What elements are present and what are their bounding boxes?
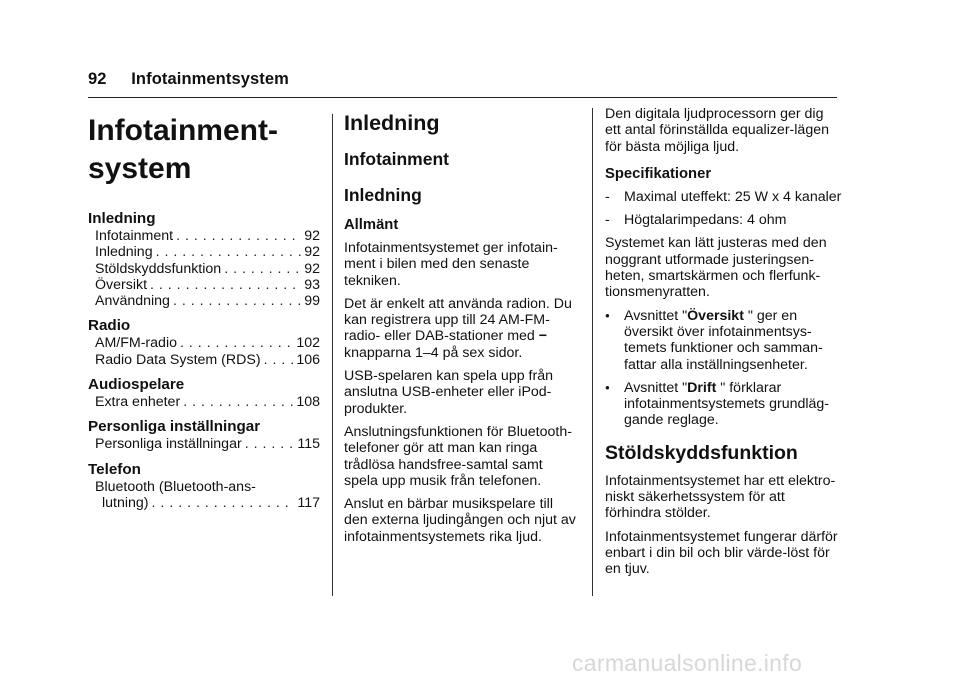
bullet-text-post: " förklarar infotainmentsystemets grundläg-gande reglage. (624, 379, 830, 429)
toc-leader-dots (180, 335, 293, 351)
paragraph: Infotainmentsystemet ger infotain-ment i bilen med den senaste tekniken. (344, 240, 558, 289)
toc-leader-dots (150, 277, 301, 293)
spec-text: Maximal uteffekt: 25 W x 4 kanaler (624, 188, 842, 205)
paragraph: Anslut en bärbar musikspelare till den externa ljudingången och njut av infotainmentsystemets rika ljud. (344, 496, 576, 545)
bullet-text (624, 308, 843, 373)
spec-list-item (605, 212, 843, 228)
toc-entry[interactable] (88, 394, 320, 410)
subsection-heading: Stöldskyddsfunktion (605, 441, 798, 464)
paragraph: Infotainmentsystemet har ett elektro-niskt säkerhetssystem för att förhindra stölder. (605, 472, 836, 522)
bullet-list-item (605, 308, 843, 373)
toc-heading: Personliga inställningar (88, 418, 261, 436)
toc-entry-page: 102 (296, 335, 320, 352)
bullet-list-item (605, 380, 843, 429)
toc-leader-dots (173, 293, 301, 309)
toc-leader-dots (264, 352, 294, 368)
toc-entry-label: Inledning (95, 244, 153, 261)
toc-leader-dots (245, 436, 295, 452)
toc-section-audiospelare (88, 376, 320, 410)
toc-heading: Audiospelare (88, 376, 185, 394)
toc-entry-label: Översikt (95, 276, 148, 293)
toc-entry-page: 115 (297, 436, 320, 453)
toc-leader-dots (176, 228, 301, 244)
toc-entry[interactable] (88, 244, 320, 260)
toc-leader-dots (183, 394, 293, 410)
paragraph: Infotainmentsystemet fungerar därför enbart i din bil och blir värde-löst för en tjuv. (605, 528, 838, 578)
toc-section-personliga (88, 418, 320, 452)
running-title: Infotainmentsystem (131, 70, 289, 88)
toc-entry[interactable] (88, 436, 320, 452)
dash-marker: - (605, 188, 610, 205)
toc-section-radio (88, 317, 320, 368)
spec-text: Högtalarimpedans: 4 ohm (624, 212, 787, 229)
toc-leader-dots (152, 495, 295, 511)
toc-entry[interactable] (88, 277, 320, 293)
paragraph: Anslutningsfunktionen för Bluetooth-telefoner gör att man kan ringa trådlösa handsfree-samtal samt spela upp musik från telefonen. (344, 423, 572, 489)
chapter-title (88, 112, 320, 188)
paragraph-heading: Specifikationer (605, 165, 712, 182)
bullet-text (624, 380, 843, 429)
toc-section-telefon (88, 461, 320, 512)
subsection-heading: Inledning (344, 185, 422, 205)
content-column-right (605, 106, 843, 585)
toc-leader-dots (156, 244, 302, 260)
header-rule (88, 97, 837, 98)
toc-entry-label: Extra enheter (95, 394, 181, 411)
toc-entry[interactable] (88, 352, 320, 368)
toc-entry[interactable] (88, 228, 320, 244)
toc-entry-label: Radio Data System (RDS) (95, 351, 261, 368)
paragraph-heading: Allmänt (344, 217, 399, 233)
subsection-heading: Infotainment (344, 149, 449, 169)
paragraph: Den digitala ljudprocessorn ger dig ett antal förinställda equalizer-lägen för bästa möjliga ljud. (605, 106, 829, 155)
paragraph: Systemet kan lätt justeras med den noggrant utformade justeringsen-heten, smartskärmen och flerfunk-tionsmenyratten. (605, 235, 827, 301)
cross-reference[interactable]: Översikt (687, 307, 744, 324)
dash-marker: - (605, 212, 610, 229)
content-column-middle (344, 108, 578, 552)
toc-entry-label: Infotainment (95, 228, 174, 244)
toc-heading: Inledning (88, 210, 156, 227)
toc-entry[interactable] (88, 495, 320, 511)
bullet-marker: ● (605, 382, 610, 392)
toc-entry-label: Personliga inställningar (95, 436, 242, 453)
column-divider-right (592, 108, 593, 596)
minus-symbol: − (538, 328, 548, 345)
bullet-marker: ● (605, 310, 610, 320)
toc-entry-page: 99 (304, 293, 320, 310)
section-heading: Inledning (344, 111, 440, 135)
toc-section-inledning (88, 210, 320, 309)
bullet-text-post: " ger en översikt över infotainmentsys-temets funktioner och samman-fattar alla inställningsenheter. (624, 307, 823, 373)
toc-entry[interactable] (88, 261, 320, 277)
watermark: carmanualsonline.info (572, 650, 803, 676)
toc-entry-label: Användning (95, 293, 170, 310)
toc-leader-dots (224, 261, 301, 277)
toc-column (88, 108, 320, 519)
toc-heading: Radio (88, 317, 131, 335)
page-header (88, 70, 289, 89)
page-number: 92 (88, 70, 107, 88)
toc-entry[interactable] (88, 335, 320, 351)
paragraph-text: Det är enkelt att använda radion. Du kan registrera upp till 24 AM-FM-radio- eller DAB-stationer med (344, 295, 572, 345)
chapter-title-line2: system (88, 152, 192, 185)
column-divider-left (332, 114, 333, 596)
paragraph (344, 296, 578, 361)
toc-entry-label: Bluetooth (Bluetooth-ans- (95, 478, 256, 495)
toc-entry-page: 93 (304, 276, 320, 293)
toc-entry-page: 108 (296, 394, 320, 411)
toc-entry-page: 92 (304, 260, 320, 277)
toc-heading: Telefon (88, 460, 141, 478)
toc-entry-label: lutning) (102, 494, 149, 511)
toc-entry-label: AM/FM-radio (95, 335, 177, 352)
paragraph-text: knapparna 1–4 på sex sidor. (344, 344, 523, 361)
bullet-text-pre: Avsnittet " (624, 379, 688, 396)
toc-entry-page: 92 (304, 228, 320, 244)
toc-entry-page: 117 (297, 494, 320, 511)
toc-entry[interactable] (88, 293, 320, 309)
chapter-title-line1: Infotainment- (88, 114, 278, 147)
toc-entry-line1[interactable] (88, 479, 320, 495)
paragraph: USB-spelaren kan spela upp från anslutna USB-enheter eller iPod-produkter. (344, 368, 553, 417)
spec-list-item (605, 189, 843, 205)
toc-entry-page: 106 (296, 351, 320, 368)
toc-entry-page: 92 (304, 244, 320, 261)
bullet-text-pre: Avsnittet " (624, 307, 688, 324)
toc-entry-label: Stöldskyddsfunktion (95, 260, 222, 277)
cross-reference[interactable]: Drift (687, 379, 717, 396)
